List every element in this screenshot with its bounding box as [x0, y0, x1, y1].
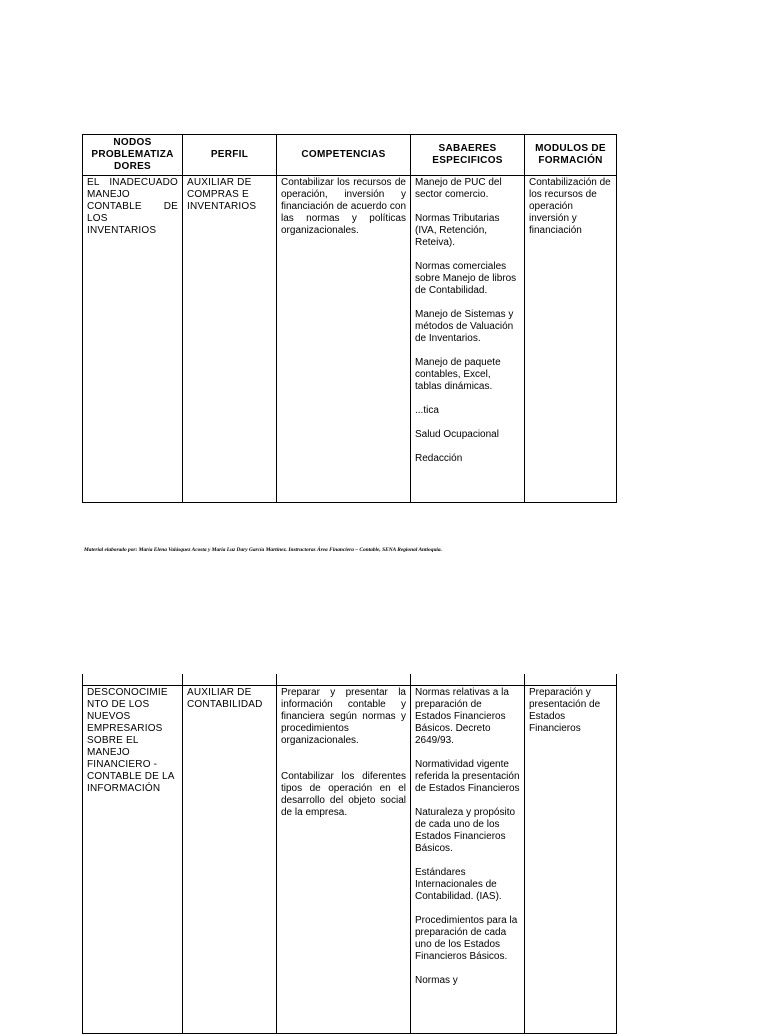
saber-item: Normatividad vigente referida la presentación de Estados Financieros	[415, 758, 520, 794]
header-saberes: SABAERES ESPECIFICOS	[411, 135, 525, 176]
footnote: Material elaborado por: María Elena Valásquez Acosta y María Luz Dary García Martínez. Instructoras Área Financiera – Contable, SENA Regional Antioquia.	[84, 547, 442, 553]
table-row	[83, 176, 617, 503]
header-perfil: PERFIL	[183, 135, 277, 176]
table-row-top-edge	[83, 674, 617, 685]
table-header-row	[83, 135, 617, 176]
saber-item: Normas relativas a la preparación de Estados Financieros Básicos. Decreto 2649/93.	[415, 686, 509, 746]
saber-item: Normas y	[415, 974, 458, 986]
competencia-item: Preparar y presentar la información contable y financiera según normas y procedimientos organizacionales.	[281, 686, 406, 746]
saber-item: Procedimientos para la preparación de cada uno de los Estados Financieros Básicos.	[415, 914, 518, 962]
saber-item: Estándares Internacionales de Contabilidad. (IAS).	[415, 866, 502, 902]
competencia-item: Contabilizar los diferentes tipos de operación en el desarrollo del objeto social de la empresa.	[281, 770, 406, 818]
saber-item: Manejo de PUC del sector comercio.	[415, 177, 502, 200]
competencias-cell: Contabilizar los recursos de operación, inversión y financiación de acuerdo con las normas y políticas organizacionales.	[277, 176, 411, 503]
saberes-cell	[411, 176, 525, 503]
table-row	[83, 685, 617, 1034]
saber-item: Naturaleza y propósito de cada uno de los Estados Financieros Básicos.	[415, 806, 516, 854]
saber-item: Manejo de Sistemas y métodos de Valuación de Inventarios.	[415, 309, 514, 344]
header-competencias: COMPETENCIAS	[277, 135, 411, 176]
nodo-cell: EL INADECUADO MANEJO CONTABLE DE LOS INVENTARIOS	[83, 176, 183, 503]
curriculum-table-1	[82, 134, 617, 503]
saber-item: Manejo de paquete contables, Excel, tablas dinámicas.	[415, 357, 501, 392]
nodo-cell: DESCONOCIMIE NTO DE LOS NUEVOS EMPRESARIOS SOBRE EL MANEJO FINANCIERO - CONTABLE DE LA INFORMACIÓN	[83, 685, 183, 1034]
competencias-cell	[277, 685, 411, 1034]
perfil-cell: AUXILIAR DE CONTABILIDAD	[183, 685, 277, 1034]
saberes-cell	[411, 685, 525, 1034]
saber-item: ...tica	[415, 405, 439, 416]
saber-item: Salud Ocupacional	[415, 429, 499, 440]
perfil-cell: AUXILIAR DE COMPRAS E INVENTARIOS	[183, 176, 277, 503]
modulo-cell: Contabilización de los recursos de operación inversión y financiación	[525, 176, 617, 503]
header-modulos: MODULOS DE FORMACIÓN	[525, 135, 617, 176]
modulo-cell: Preparación y presentación de Estados Financieros	[525, 685, 617, 1034]
saber-item: Redacción	[415, 453, 463, 464]
saber-item: Normas comerciales sobre Manejo de libros de Contabilidad.	[415, 261, 517, 296]
saber-item: Normas Tributarias (IVA, Retención, Reteiva).	[415, 213, 500, 248]
header-nodos: NODOS PROBLEMATIZA DORES	[83, 135, 183, 176]
curriculum-table-2	[82, 674, 617, 1034]
